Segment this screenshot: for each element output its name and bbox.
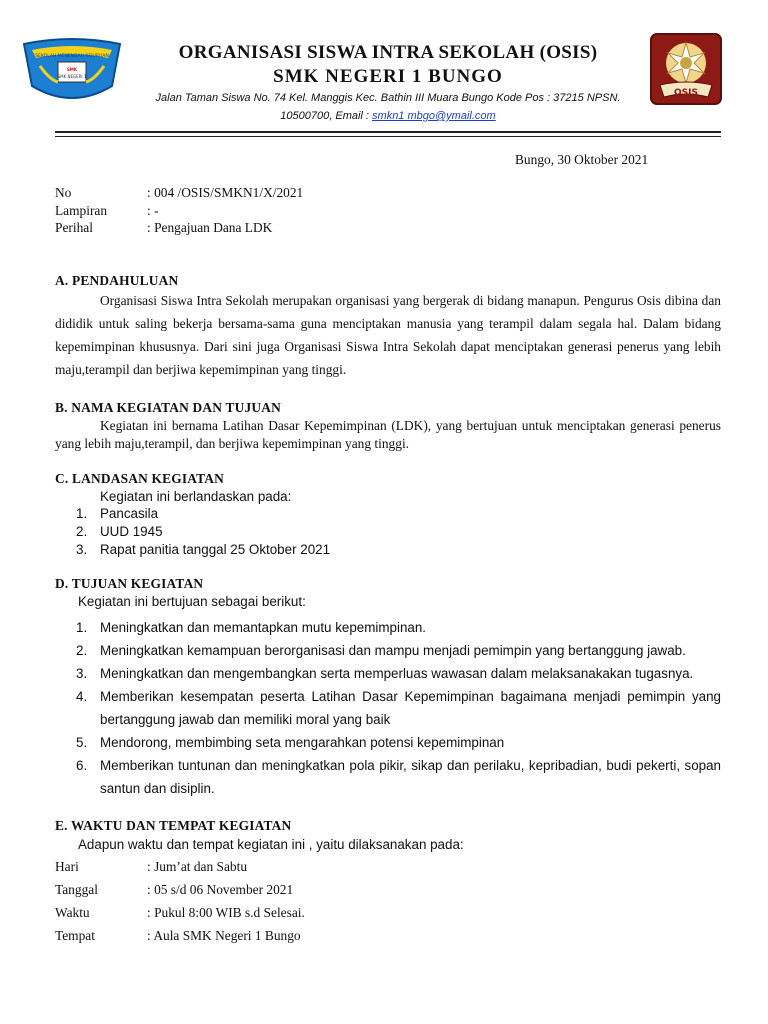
list-text: Memberikan kesempatan peserta Latihan Dasar Kepemimpinan bagaimana menjadi pemimpin yang bertanggung jawab dan memiliki moral yang baik: [100, 689, 721, 727]
school-name: SMK NEGERI 1 BUNGO: [273, 66, 503, 87]
section-d-title: D. TUJUAN KEGIATAN: [55, 576, 204, 591]
email-link[interactable]: smkn1 mbgo@ymail.com: [372, 110, 496, 122]
schedule-value: : Pukul 8:00 WIB s.d Selesai.: [147, 905, 305, 920]
section-e-title: E. WAKTU DAN TEMPAT KEGIATAN: [55, 818, 292, 833]
list-text: Meningkatkan dan memantapkan mutu kepemimpinan.: [100, 620, 427, 635]
section-e-intro: Adapun waktu dan tempat kegiatan ini , yaitu dilaksanakan pada:: [78, 837, 464, 852]
list-text: Mendorong, membimbing seta mengarahkan potensi kepemimpinan: [100, 735, 505, 750]
meta-key: No: [55, 185, 72, 200]
address-line-2: [100, 107, 676, 125]
list-text: Rapat panitia tanggal 25 Oktober 2021: [100, 542, 331, 557]
section-d-intro: Kegiatan ini bertujuan sebagai berikut:: [78, 594, 306, 609]
list-number: 5.: [76, 735, 88, 750]
header-divider-thick: [55, 131, 721, 133]
schedule-key: Hari: [55, 859, 79, 874]
list-number: 1.: [76, 506, 88, 521]
schedule-value: : 05 s/d 06 November 2021: [147, 882, 294, 897]
svg-text:SMK NEGERI 1: SMK NEGERI 1: [57, 74, 87, 79]
meta-key: Lampiran: [55, 203, 108, 218]
npsn-prefix: 10500700, Email :: [280, 110, 373, 122]
svg-text:SMK: SMK: [67, 67, 77, 72]
list-number: 3.: [76, 666, 88, 681]
meta-value: : -: [147, 203, 159, 218]
schedule-key: Tempat: [55, 928, 95, 943]
svg-text:OSIS: OSIS: [674, 88, 698, 98]
section-c-title: C. LANDASAN KEGIATAN: [55, 471, 225, 486]
schedule-key: Tanggal: [55, 882, 98, 897]
section-c-intro: Kegiatan ini berlandaskan pada:: [100, 489, 292, 504]
list-text: UUD 1945: [100, 524, 163, 539]
list-number: 4.: [76, 689, 88, 704]
meta-value: : 004 /OSIS/SMKN1/X/2021: [147, 185, 304, 200]
schedule-value: : Aula SMK Negeri 1 Bungo: [147, 928, 301, 943]
meta-key: Perihal: [55, 220, 93, 235]
list-text: Memberikan tuntunan dan meningkatkan pola pikir, sikap dan perilaku, kepribadian, budi pekerti, sopan santun dan disiplin.: [100, 758, 721, 796]
school-address: [100, 89, 676, 125]
svg-text:SEKOLAH MENENGAH KEJURUAN: SEKOLAH MENENGAH KEJURUAN: [35, 54, 109, 59]
section-a-title: A. PENDAHULUAN: [55, 273, 179, 288]
section-a-body: Organisasi Siswa Intra Sekolah merupakan organisasi yang bergerak di bidang manapun. Pengurus Osis dibina dan dididik untuk saling bekerja bersama-sama guna menciptakan manusia yang terampil dalam segala hal. Dalam bidang kepemimpinan khususnya. Dari sini juga Organisasi Siswa Intra Sekolah dapat menciptakan generasi penerus yang lebih maju,terampil dan berjiwa kepemimpinan yang tinggi.: [55, 293, 721, 377]
list-number: 1.: [76, 620, 88, 635]
meta-value: : Pengajuan Dana LDK: [147, 220, 273, 235]
header-divider-thin: [55, 136, 721, 137]
section-b-title: B. NAMA KEGIATAN DAN TUJUAN: [55, 400, 281, 415]
schedule-value: : Jum’at dan Sabtu: [147, 859, 248, 874]
list-text: Meningkatkan dan mengembangkan serta memperluas wawasan dalam melaksanakakan tugasnya.: [100, 666, 694, 681]
list-number: 6.: [76, 758, 88, 773]
list-text: Pancasila: [100, 506, 159, 521]
org-name: ORGANISASI SISWA INTRA SEKOLAH (OSIS): [178, 42, 598, 63]
list-number: 2.: [76, 524, 88, 539]
schedule-key: Waktu: [55, 905, 90, 920]
list-text: Meningkatkan kemampuan berorganisasi dan mampu menjadi pemimpin yang bertanggung jawab.: [100, 643, 686, 658]
address-line-1: Jalan Taman Siswa No. 74 Kel. Manggis Kec. Bathin III Muara Bungo Kode Pos : 37215 NPSN.: [155, 92, 621, 104]
letter-date: Bungo, 30 Oktober 2021: [515, 152, 649, 167]
section-b-body: Kegiatan ini bernama Latihan Dasar Kepemimpinan (LDK), yang bertujuan untuk menciptakan generasi penerus yang lebih maju,terampil, dan berjiwa kepemimpinan yang tinggi.: [55, 418, 721, 451]
list-number: 2.: [76, 643, 88, 658]
list-number: 3.: [76, 542, 88, 557]
